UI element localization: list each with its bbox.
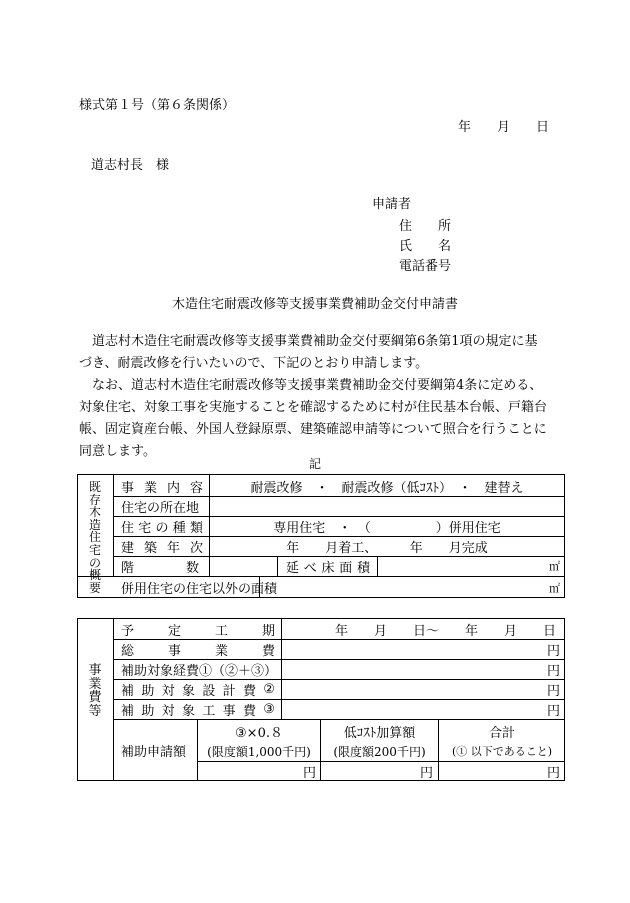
- total-cost-label: 総 事 業 費: [121, 643, 275, 659]
- subsidy-target-label: 補助対象経費①（②＋③）: [121, 663, 278, 679]
- project-cost-side-label: 事 業 費 等: [88, 663, 102, 719]
- subsidy-target-yen[interactable]: 円: [546, 663, 560, 679]
- build-year-value[interactable]: 年 月着工、 年 月完成: [286, 540, 488, 556]
- schedule-label: 予 定 工 期: [121, 623, 275, 639]
- work-content-label: 事 業 内 容: [121, 480, 203, 496]
- col2-header-line1: 低ｺｽﾄ加算額: [343, 725, 416, 741]
- date-line: 年 月 日: [458, 120, 550, 135]
- floor-area-unit[interactable]: ㎡: [549, 560, 560, 573]
- col1-header-line1: ③×0.８: [235, 725, 283, 741]
- addressee: 道志村長 様: [91, 158, 170, 173]
- paragraph-2: なお、道志村木造住宅耐震改修等支援事業費補助金交付要綱第4条に定める、対象住宅、対象工事を実施することを確認するために村が住民基本台帳、戸籍台帳、固定資産台帳、外国人登録原票、建築確認申請等について照合を行うことに同意します。: [79, 378, 548, 459]
- col3-amount-yen[interactable]: 円: [546, 766, 560, 781]
- house-type-label: 住 宅 の 種 類: [121, 520, 203, 536]
- applicant-phone-label: 電話番号: [399, 259, 452, 274]
- floors-field[interactable]: [210, 557, 276, 576]
- col1-header-line2: (限度額1,000千円): [207, 744, 311, 759]
- paragraph-1: 道志村木造住宅耐震改修等支援事業費補助金交付要綱第6条第1項の規定に基づき、耐震改修を行いたいので、下記のとおり申請します。: [79, 334, 538, 371]
- col1-amount-yen[interactable]: 円: [302, 766, 316, 781]
- work-content-options[interactable]: 耐震改修 ・ 耐震改修（低ｺｽﾄ） ・ 建替え: [250, 480, 524, 496]
- applicant-name-label: 氏 名: [399, 239, 452, 254]
- design-cost-label: 補 助 対 象 設 計 費 ②: [121, 681, 275, 699]
- floor-area-label: 延 べ 床 面 積: [286, 560, 370, 576]
- house-type-value[interactable]: 専用住宅 ・ （ ）併用住宅: [273, 520, 501, 536]
- construction-cost-yen[interactable]: 円: [546, 703, 560, 719]
- floors-label: 階 数: [121, 560, 200, 576]
- applicant-address-label: 住 所: [399, 219, 452, 234]
- build-year-label: 建 築 年 次: [121, 540, 203, 556]
- construction-cost-label: 補 助 対 象 工 事 費 ③: [121, 701, 275, 719]
- schedule-value[interactable]: 年 月 日～ 年 月 日: [334, 623, 556, 639]
- application-amount-label: 補助申請額: [121, 745, 187, 760]
- total-cost-yen[interactable]: 円: [546, 643, 560, 659]
- form-number: 様式第１号（第６条関係）: [79, 98, 236, 113]
- col2-amount-yen[interactable]: 円: [419, 766, 433, 781]
- existing-house-side-label: 既 存 木 造 住 宅 の 概 要: [88, 480, 101, 595]
- non-residential-area-label: 併用住宅の住宅以外の面積: [121, 582, 278, 597]
- ki-label: 記: [308, 457, 321, 471]
- col3-header-line1: 合計: [488, 725, 515, 741]
- design-cost-yen[interactable]: 円: [546, 683, 560, 699]
- col3-header-line2: (① 以下であること): [451, 745, 553, 758]
- non-residential-area-unit[interactable]: ㎡: [549, 581, 560, 595]
- applicant-label: 申請者: [372, 197, 412, 212]
- col2-header-line2: (限度額200千円): [333, 744, 426, 759]
- document-title: 木造住宅耐震改修等支援事業費補助金交付申請書: [171, 297, 458, 312]
- location-field[interactable]: [210, 497, 564, 516]
- location-label: 住宅の所在地: [121, 500, 200, 516]
